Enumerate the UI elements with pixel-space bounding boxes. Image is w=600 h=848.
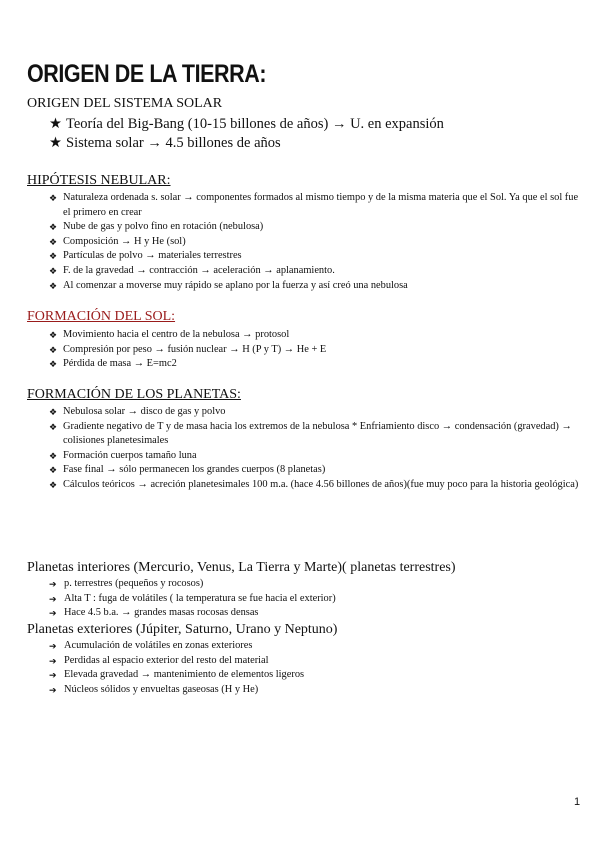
diamond-bullet-icon: ❖ [49, 465, 58, 476]
list-item: ❖ Partículas de polvo → materiales terrestres [49, 249, 579, 264]
page-title: ORIGEN DE LA TIERRA: [27, 60, 267, 88]
exteriores-list [49, 639, 569, 697]
diamond-bullet-icon: ❖ [49, 222, 58, 233]
diamond-bullet-icon: ❖ [49, 330, 58, 340]
list-item: ➔ Hace 4.5 b.a. → grandes masas rocosas densas [49, 606, 569, 621]
hipotesis-list [49, 191, 579, 293]
heading-planetas-interiores: Planetas interiores (Mercurio, Venus, La Tierra y Marte)( planetas terrestres) [27, 560, 456, 575]
heading-hipotesis-nebular: HIPÓTESIS NEBULAR: [27, 173, 171, 188]
list-item: ❖ Movimiento hacia el centro de la nebulosa → protosol [49, 328, 579, 343]
diamond-bullet-icon: ❖ [49, 251, 58, 262]
list-item: ❖ Compresión por peso → fusión nuclear → H (P y T) → He + E [49, 343, 579, 358]
list-item: ➔ Alta T : fuga de volátiles ( la temperatura se fue hacia el exterior) [49, 592, 569, 607]
page-number: 1 [574, 796, 581, 808]
list-item: ➔ Perdidas al espacio exterior del resto del material [49, 654, 569, 669]
star-icon: ★ [49, 116, 62, 132]
diamond-bullet-icon: ❖ [49, 421, 58, 432]
list-item: ➔ Elevada gravedad → mantenimiento de elementos ligeros [49, 668, 569, 683]
list-item: ❖ Nebulosa solar → disco de gas y polvo [49, 405, 579, 420]
heading-planetas-exteriores: Planetas exteriores (Júpiter, Saturno, Urano y Neptuno) [27, 622, 338, 637]
diamond-bullet-icon: ❖ [49, 450, 58, 461]
list-item: ❖ Al comenzar a moverse muy rápido se aplano por la fuerza y así creó una nebulosa [49, 279, 579, 294]
diamond-bullet-icon: ❖ [49, 236, 58, 247]
diamond-bullet-icon: ❖ [49, 280, 58, 291]
list-item: ❖ Naturaleza ordenada s. solar → componentes formados al mismo tiempo y de la misma materia que el Sol. Ya que el sol fue el primero en crear [49, 192, 579, 218]
list-item: ❖ Formación cuerpos tamaño luna [49, 449, 579, 464]
diamond-bullet-icon: ❖ [49, 407, 58, 417]
list-item: ❖ F. de la gravedad → contracción → aceleración → aplanamiento. [49, 264, 579, 279]
list-item: ❖ Pérdida de masa → E=mc2 [49, 357, 579, 372]
arrow-bullet-icon: ➔ [49, 684, 57, 695]
list-item: ❖ Nube de gas y polvo fino en rotación (nebulosa) [49, 220, 579, 235]
list-item: ➔ p. terrestres (pequeños y rocosos) [49, 577, 569, 592]
star-icon: ★ [49, 135, 62, 151]
diamond-bullet-icon: ❖ [49, 359, 58, 370]
sol-list [49, 328, 579, 372]
list-item: ❖ Composición → H y He (sol) [49, 235, 579, 250]
diamond-bullet-icon: ❖ [49, 265, 58, 276]
heading-formacion-planetas: FORMACIÓN DE LOS PLANETAS: [27, 387, 241, 402]
heading-origen-sistema-solar: ORIGEN DEL SISTEMA SOLAR [27, 96, 223, 111]
star-item-sistema-solar: ★ Sistema solar → 4.5 billones de años [49, 135, 281, 151]
planetas-list [49, 405, 579, 493]
list-item: ➔ Núcleos sólidos y envueltas gaseosas (H y He) [49, 683, 569, 698]
list-item: ➔ Acumulación de volátiles en zonas exteriores [49, 639, 569, 654]
arrow-bullet-icon: ➔ [49, 608, 57, 619]
star-item-big-bang: ★ Teoría del Big-Bang (10-15 billones de años) → U. en expansión [49, 116, 444, 132]
arrow-bullet-icon: ➔ [49, 655, 57, 666]
arrow-bullet-icon: ➔ [49, 579, 57, 589]
diamond-bullet-icon: ❖ [49, 479, 58, 490]
heading-formacion-sol: FORMACIÓN DEL SOL: [27, 309, 176, 324]
list-item: ❖ Fase final → sólo permanecen los grandes cuerpos (8 planetas) [49, 463, 579, 478]
list-item: ❖ Cálculos teóricos → acreción planetesimales 100 m.a. (hace 4.56 billones de años)(fue muy poco para la historia geológica) [49, 478, 579, 493]
diamond-bullet-icon: ❖ [49, 193, 58, 203]
interiores-list [49, 577, 569, 621]
diamond-bullet-icon: ❖ [49, 344, 58, 355]
arrow-bullet-icon: ➔ [49, 670, 57, 681]
arrow-bullet-icon: ➔ [49, 593, 57, 604]
arrow-bullet-icon: ➔ [49, 641, 57, 651]
list-item: ❖ Gradiente negativo de T y de masa hacia los extremos de la nebulosa * Enfriamiento disco → condensación (gravedad) → colisiones planetesimales [49, 420, 572, 447]
